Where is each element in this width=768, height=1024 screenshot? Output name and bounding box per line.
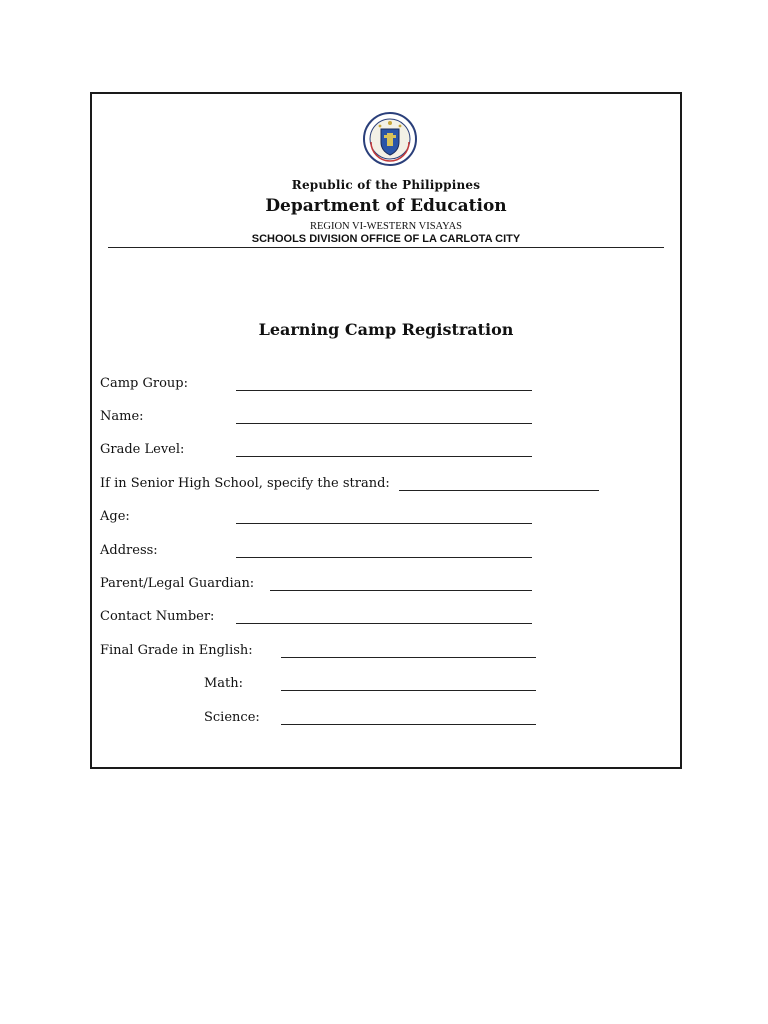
grade-level-row — [92, 442, 680, 462]
science-grade-field[interactable] — [281, 724, 536, 725]
guardian-label: Parent/Legal Guardian: — [100, 576, 255, 591]
math-grade-row — [92, 676, 680, 696]
guardian-row — [92, 576, 680, 596]
strand-field[interactable] — [399, 490, 599, 491]
address-field[interactable] — [236, 557, 532, 558]
math-grade-field[interactable] — [281, 690, 536, 691]
form-title: Learning Camp Registration — [258, 320, 514, 339]
registration-form — [90, 92, 682, 769]
math-grade-label: Math: — [204, 676, 244, 691]
english-grade-field[interactable] — [281, 657, 536, 658]
science-grade-label: Science: — [204, 710, 260, 725]
name-field[interactable] — [236, 423, 532, 424]
department-title: Department of Education — [265, 196, 507, 216]
deped-seal-icon — [363, 112, 417, 166]
republic-text: Republic of the Philippines — [291, 178, 481, 192]
age-label: Age: — [100, 509, 130, 524]
contact-field[interactable] — [236, 623, 532, 624]
header-divider — [108, 247, 664, 248]
science-grade-row — [92, 710, 680, 730]
strand-row — [92, 476, 680, 496]
contact-label: Contact Number: — [100, 609, 215, 624]
guardian-field[interactable] — [270, 590, 532, 591]
name-row — [92, 409, 680, 429]
english-grade-label: Final Grade in English: — [100, 643, 253, 658]
division-office-text: SCHOOLS DIVISION OFFICE OF LA CARLOTA CITY — [251, 233, 521, 245]
camp-group-field[interactable] — [236, 390, 532, 391]
camp-group-label: Camp Group: — [100, 376, 188, 391]
name-label: Name: — [100, 409, 144, 424]
age-row — [92, 509, 680, 529]
age-field[interactable] — [236, 523, 532, 524]
contact-row — [92, 609, 680, 629]
region-text: REGION VI-WESTERN VISAYAS — [309, 221, 463, 232]
grade-level-field[interactable] — [236, 456, 532, 457]
strand-label: If in Senior High School, specify the strand: — [100, 476, 390, 491]
grade-level-label: Grade Level: — [100, 442, 185, 457]
address-label: Address: — [100, 543, 158, 558]
address-row — [92, 543, 680, 563]
english-grade-row — [92, 643, 680, 663]
camp-group-row — [92, 376, 680, 396]
